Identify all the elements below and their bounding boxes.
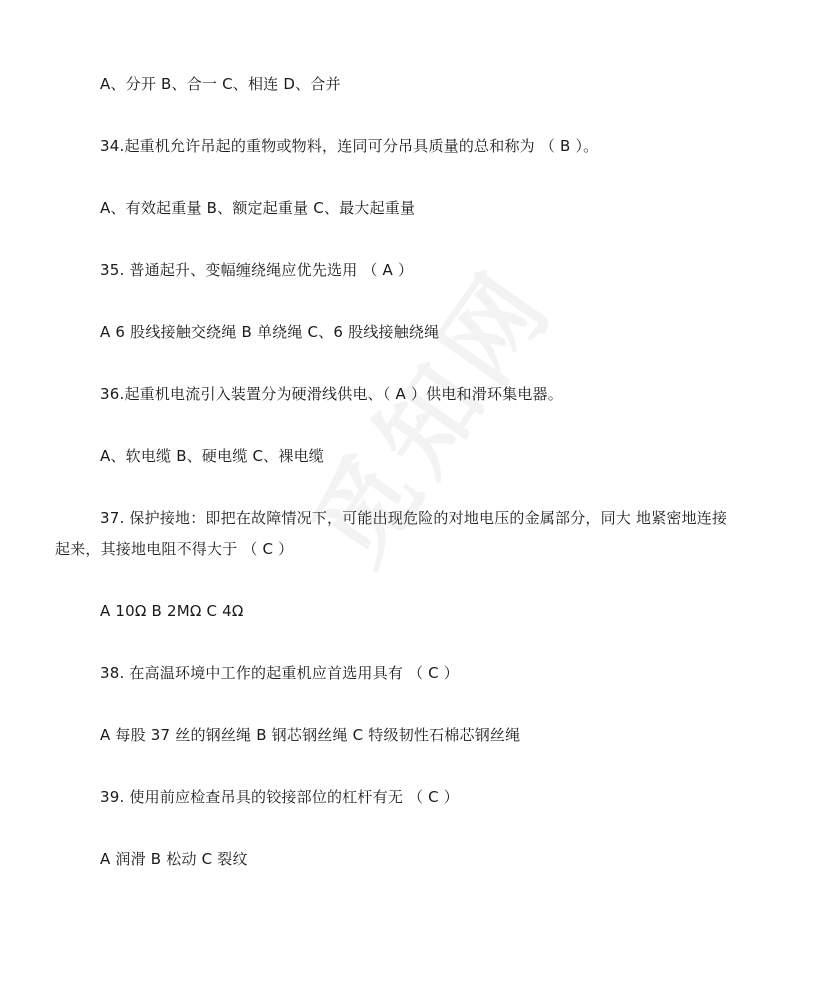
q37-question-line2: 起来，其接地电阻不得大于 （ C ） [55, 540, 294, 558]
q38-options: A 每股 37 丝的钢丝绳 B 钢芯钢丝绳 C 特级韧性石棉芯钢丝绳 [100, 726, 521, 744]
q36-options: A、软电缆 B、硬电缆 C、裸电缆 [100, 447, 324, 465]
q39-options: A 润滑 B 松动 C 裂纹 [100, 850, 248, 868]
q35-options: A 6 股线接触交绕绳 B 单绕绳 C、6 股线接触绕绳 [100, 323, 440, 341]
q37-question-line1: 37. 保护接地：即把在故障情况下，可能出现危险的对地电压的金属部分，同大 地紧密地连接 [100, 509, 728, 527]
q34-options: A、有效起重量 B、额定起重量 C、最大起重量 [100, 199, 416, 217]
q34-question: 34.起重机允许吊起的重物或物料，连同可分吊具质量的总和称为 （ B ）。 [100, 137, 599, 155]
q39-question: 39. 使用前应检查吊具的铰接部位的杠杆有无 （ C ） [100, 788, 460, 806]
q37-options: A 10Ω B 2MΩ C 4Ω [100, 602, 244, 620]
q36-question: 36.起重机电流引入装置分为硬滑线供电、（ A ）供电和滑环集电器。 [100, 385, 563, 403]
watermark [289, 255, 571, 586]
q35-question: 35. 普通起升、变幅缠绕绳应优先选用 （ A ） [100, 261, 414, 279]
q38-question: 38. 在高温环境中工作的起重机应首选用具有 （ C ） [100, 664, 460, 682]
q33-options: A、分开 B、合一 C、相连 D、合并 [100, 75, 341, 93]
